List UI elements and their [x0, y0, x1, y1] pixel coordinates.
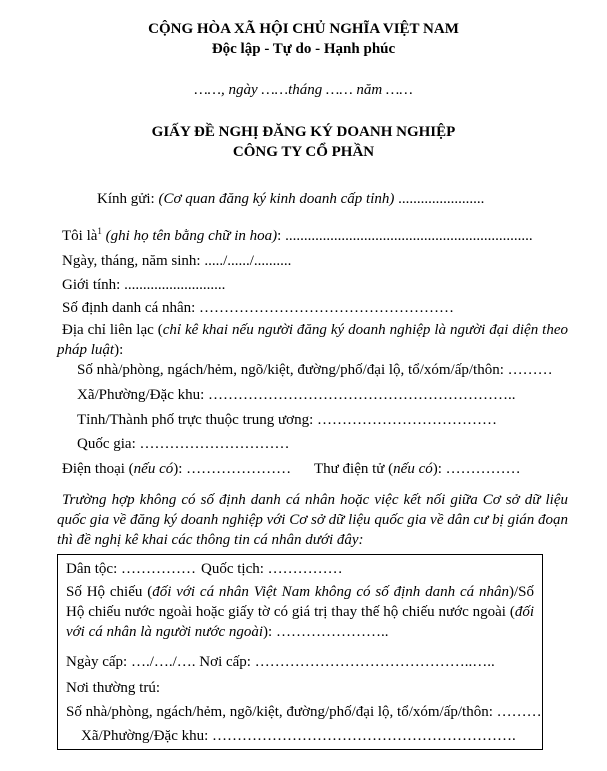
document-subtitle: CÔNG TY CỔ PHẦN	[232, 144, 375, 160]
email-line: Thư điện tử (nếu có): ……………	[314, 461, 521, 477]
name-hint: (ghi họ tên bằng chữ in hoa)	[101, 228, 278, 244]
name-dots: : ..................................................................	[277, 228, 533, 244]
nationality-line: Quốc tịch: ……………	[201, 561, 343, 577]
residence-label: Nơi thường trú:	[66, 680, 160, 696]
contact-address-hint: chỉ kê khai nếu người đăng ký doanh nghiệp là người đại diện theo pháp luật	[57, 322, 568, 358]
contact-address-label: Địa chỉ liên lạc (chỉ kê khai nếu người đăng ký doanh nghiệp là người đại diện theo pháp luật):	[57, 322, 568, 358]
gender-line: Giới tính: ...........................	[62, 277, 226, 293]
recipient-line	[97, 190, 484, 208]
recipient-hint: (Cơ quan đăng ký kinh doanh cấp tỉnh)	[158, 191, 395, 207]
document-title: GIẤY ĐỀ NGHỊ ĐĂNG KÝ DOANH NGHIỆP	[151, 124, 456, 140]
contact-ward-line: Xã/Phường/Đặc khu: ……………………………………………………..	[77, 387, 516, 403]
date-of-birth-line: Ngày, tháng, năm sinh: ...../....../..........	[62, 253, 292, 269]
date-line: ……, ngày ……tháng …… năm ……	[194, 82, 413, 98]
contact-country-line: Quốc gia: …………………………	[77, 436, 290, 452]
phone-line: Điện thoại (nếu có): …………………	[62, 461, 292, 477]
recipient-label: Kính gửi:	[97, 191, 159, 207]
alternative-info-note: Trường hợp không có số định danh cá nhân hoặc việc kết nối giữa Cơ sở dữ liệu quốc gia về đăng ký doanh nghiệp với Cơ sở dữ liệu quốc gia về dân cư bị gián đoạn thì đề nghị kê khai các thông tin cá nhân dưới đây:	[57, 492, 568, 548]
contact-province-line: Tỉnh/Thành phố trực thuộc trung ương: ………………………………	[77, 412, 497, 428]
ethnicity-line: Dân tộc: ……………	[66, 561, 196, 577]
issue-date-line: Ngày cấp: …./…./…. Nơi cấp: ……………………………………..…..	[66, 654, 495, 670]
national-motto: Độc lập - Tự do - Hạnh phúc	[211, 41, 396, 57]
contact-street-line: Số nhà/phòng, ngách/hẻm, ngõ/kiệt, đường/phố/đại lộ, tổ/xóm/ấp/thôn: ………	[77, 362, 553, 378]
residence-ward-line: Xã/Phường/Đặc khu: …………………………………………………….	[81, 728, 516, 744]
personal-id-line: Số định danh cá nhân: ……………………………………………	[62, 300, 455, 316]
residence-street-line: Số nhà/phòng, ngách/hẻm, ngõ/kiệt, đường/phố/đại lộ, tổ/xóm/ấp/thôn: ………	[66, 704, 542, 720]
name-label: Tôi là	[62, 228, 98, 244]
footnote-marker: 1	[97, 226, 102, 236]
recipient-dots: .......................	[394, 191, 485, 207]
personal-info-box	[57, 554, 543, 750]
passport-paragraph: Số Hộ chiếu (đối với cá nhân Việt Nam không có số định danh cá nhân)/Số Hộ chiếu nước ngoài hoặc giấy tờ có giá trị thay thế hộ chiếu nước ngoài (đối với cá nhân là người nước ngoài): …………………..	[66, 584, 534, 640]
country-name: CỘNG HÒA XÃ HỘI CHỦ NGHĨA VIỆT NAM	[148, 21, 459, 37]
declarant-name-line	[62, 227, 533, 245]
